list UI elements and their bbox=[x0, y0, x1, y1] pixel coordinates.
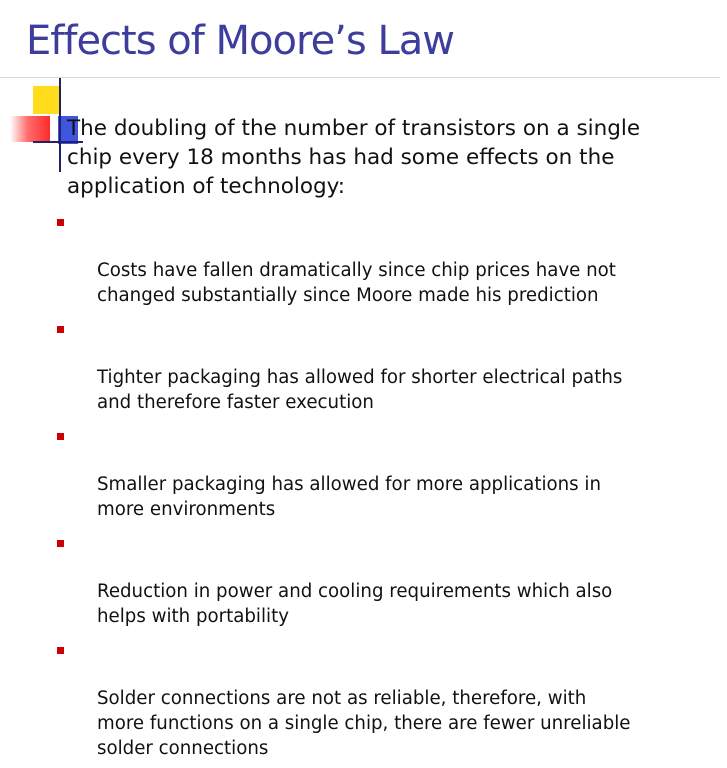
slide-title: Effects of Moore’s Law bbox=[26, 18, 454, 64]
bullet-text: Tighter packaging has allowed for shorter electrical paths and therefore faster execution bbox=[97, 367, 623, 413]
title-divider bbox=[0, 77, 720, 78]
square-bullet-icon bbox=[57, 433, 64, 440]
square-bullet-icon bbox=[57, 647, 64, 654]
bullet-list bbox=[0, 208, 720, 768]
bullet-text: Smaller packaging has allowed for more applications in more environments bbox=[97, 474, 602, 520]
bullet-item bbox=[0, 636, 720, 761]
lead-paragraph: The doubling of the number of transistors on a single chip every 18 months has had some effects on the application of technology: bbox=[67, 116, 641, 199]
bullet-item bbox=[0, 208, 720, 308]
bullet-item bbox=[0, 315, 720, 415]
bullet-item bbox=[0, 529, 720, 629]
logo-red-square bbox=[10, 116, 50, 142]
square-bullet-icon bbox=[57, 219, 64, 226]
bullet-text: Solder connections are not as reliable, therefore, with more functions on a single chip, there are fewer unreliable solder connections bbox=[97, 688, 631, 759]
logo-vertical-line bbox=[59, 78, 61, 172]
square-bullet-icon bbox=[57, 540, 64, 547]
logo-yellow-square bbox=[33, 86, 59, 114]
bullet-text: Reduction in power and cooling requirements which also helps with portability bbox=[97, 581, 613, 627]
bullet-item bbox=[0, 422, 720, 522]
square-bullet-icon bbox=[57, 326, 64, 333]
bullet-text: Costs have fallen dramatically since chip prices have not changed substantially since Moore made his prediction bbox=[97, 260, 616, 306]
